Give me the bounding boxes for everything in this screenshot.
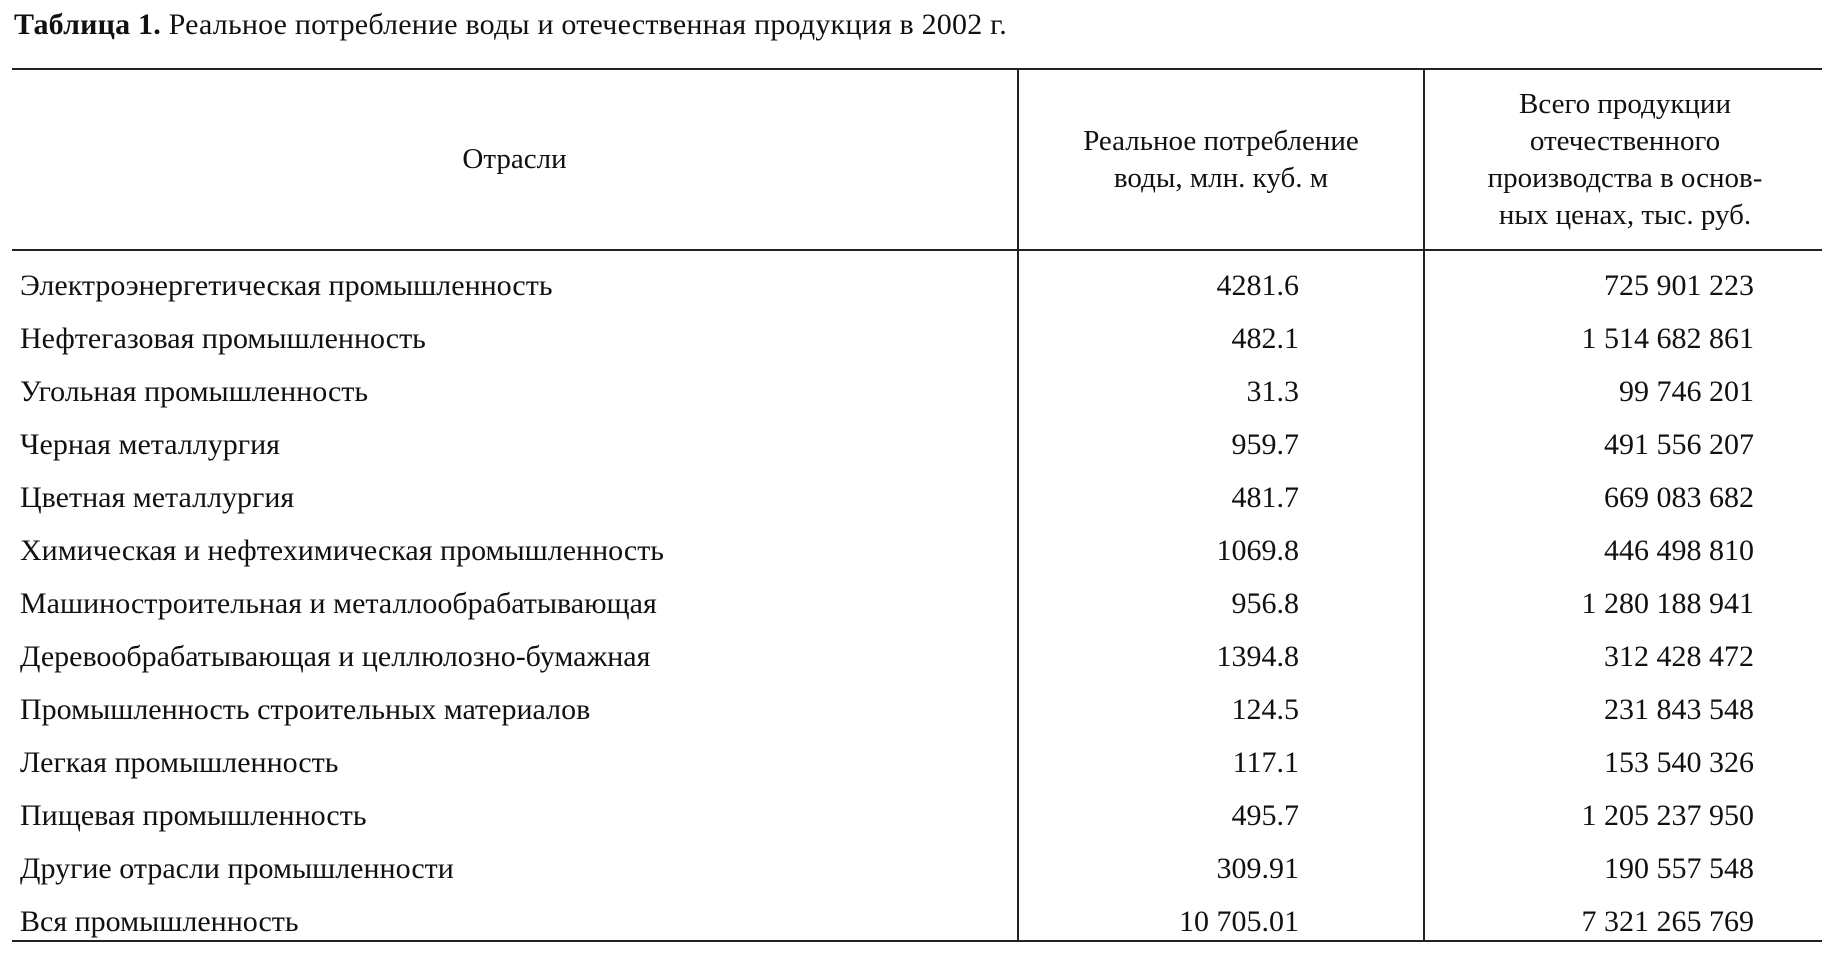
water-cell: 956.8	[1231, 587, 1299, 620]
table-row	[0, 471, 1826, 524]
header-sector	[12, 70, 1017, 249]
sector-cell: Другие отрасли промышленности	[20, 852, 454, 885]
header-sector-text: Отрасли	[462, 143, 567, 175]
production-cell: 669 083 682	[1604, 481, 1754, 514]
table-caption-label: Таблица 1.	[14, 8, 161, 41]
production-cell: 446 498 810	[1604, 534, 1754, 567]
production-cell: 7 321 265 769	[1581, 905, 1754, 938]
sector-cell: Электроэнергетическая промышленность	[20, 269, 553, 302]
sector-cell: Промышленность строительных материалов	[20, 693, 591, 726]
water-cell: 31.3	[1246, 375, 1299, 408]
water-cell: 1394.8	[1216, 640, 1299, 673]
table-row	[0, 312, 1826, 365]
table-row	[0, 736, 1826, 789]
sector-cell: Нефтегазовая промышленность	[20, 322, 426, 355]
table-row	[0, 418, 1826, 471]
production-cell: 231 843 548	[1604, 693, 1754, 726]
production-cell: 1 205 237 950	[1581, 799, 1754, 832]
water-cell: 117.1	[1232, 746, 1299, 779]
table-row	[0, 524, 1826, 577]
sector-cell: Машиностроительная и металлообрабатывающая	[20, 587, 657, 620]
header-water	[1019, 70, 1423, 249]
sector-cell: Цветная металлургия	[20, 481, 295, 514]
water-cell: 309.91	[1216, 852, 1299, 885]
header-water-line-1: Реальное потребление	[1083, 124, 1359, 157]
table-row	[0, 365, 1826, 418]
table-header-rule	[12, 249, 1822, 251]
sector-cell: Угольная промышленность	[20, 375, 369, 408]
table-row	[0, 577, 1826, 630]
water-cell: 124.5	[1231, 693, 1299, 726]
water-cell: 495.7	[1231, 799, 1299, 832]
header-production-line-3: производства в основ-	[1487, 161, 1763, 194]
header-production-line-2: отечественного	[1529, 124, 1721, 157]
table-row	[0, 789, 1826, 842]
production-cell: 99 746 201	[1619, 375, 1754, 408]
production-cell: 1 280 188 941	[1581, 587, 1754, 620]
production-cell: 725 901 223	[1604, 269, 1754, 302]
sector-cell: Пищевая промышленность	[20, 799, 367, 832]
header-production-line-1: Всего продукции	[1519, 87, 1731, 120]
table-row	[0, 683, 1826, 736]
sector-cell: Черная металлургия	[20, 428, 280, 461]
table-body	[0, 259, 1826, 948]
water-cell: 10 705.01	[1179, 905, 1299, 938]
sector-cell: Химическая и нефтехимическая промышленность	[20, 534, 664, 567]
header-production-line-4: ных ценах, тыс. руб.	[1498, 198, 1752, 231]
table-row	[0, 842, 1826, 895]
production-cell: 153 540 326	[1604, 746, 1754, 779]
table-row-total	[0, 895, 1826, 948]
water-cell: 959.7	[1231, 428, 1299, 461]
water-cell: 481.7	[1231, 481, 1299, 514]
production-cell: 312 428 472	[1604, 640, 1754, 673]
production-cell: 190 557 548	[1604, 852, 1754, 885]
water-cell: 482.1	[1231, 322, 1299, 355]
production-cell: 1 514 682 861	[1581, 322, 1754, 355]
table-row	[0, 630, 1826, 683]
water-cell: 4281.6	[1216, 269, 1299, 302]
table-caption	[14, 8, 1007, 42]
header-water-line-2: воды, млн. куб. м	[1113, 161, 1329, 194]
header-production	[1425, 70, 1825, 249]
sector-cell: Легкая промышленность	[20, 746, 339, 779]
table-row	[0, 259, 1826, 312]
water-cell: 1069.8	[1216, 534, 1299, 567]
sector-cell: Деревообрабатывающая и целлюлозно-бумажная	[20, 640, 651, 673]
sector-cell: Вся промышленность	[20, 905, 299, 938]
table-caption-title: Реальное потребление воды и отечественная продукция в 2002 г.	[168, 8, 1007, 41]
production-cell: 491 556 207	[1604, 428, 1754, 461]
